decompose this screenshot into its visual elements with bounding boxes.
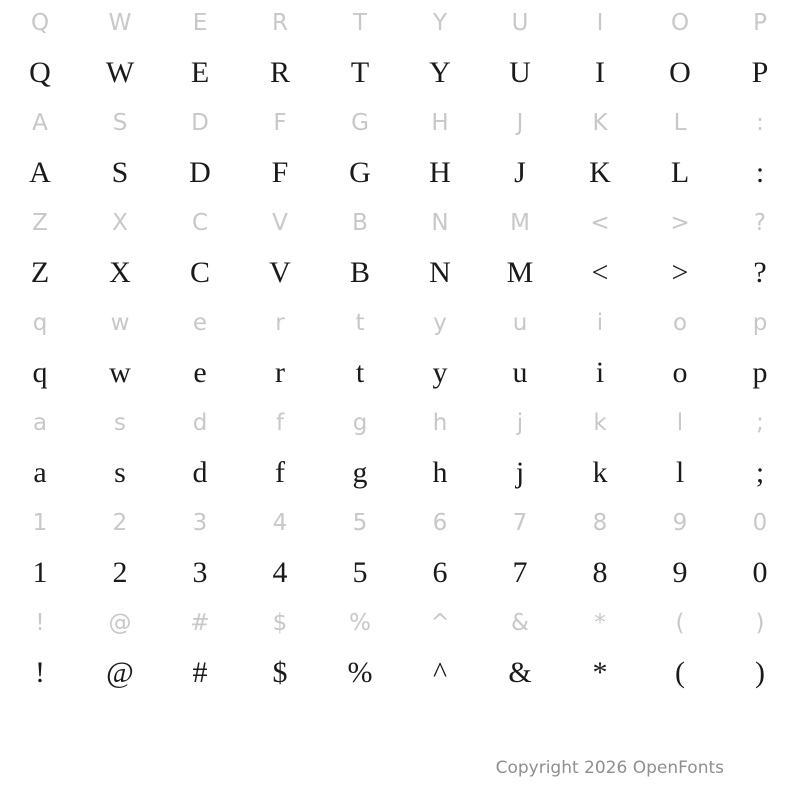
- glyph-sample: :: [755, 156, 765, 189]
- specimen-row-pair-4: [0, 300, 800, 400]
- key-label: 3: [192, 509, 208, 536]
- specimen-row-pair-7: [0, 600, 800, 700]
- glyph-row-2: [0, 146, 800, 200]
- key-label: W: [108, 9, 132, 36]
- glyph-sample: I: [595, 56, 605, 89]
- key-label: i: [596, 309, 604, 336]
- key-label: t: [355, 309, 365, 336]
- glyph-sample: Y: [429, 56, 451, 89]
- glyph-sample: L: [670, 156, 690, 189]
- glyph-sample: k: [592, 456, 608, 489]
- specimen-row-pair-5: [0, 400, 800, 500]
- key-label: *: [594, 609, 606, 636]
- key-label: O: [670, 9, 690, 36]
- glyph-sample: <: [591, 256, 609, 289]
- glyph-sample: X: [109, 256, 131, 289]
- key-label: q: [32, 309, 48, 336]
- key-label: ;: [756, 409, 764, 436]
- glyph-sample: s: [114, 456, 126, 489]
- glyph-sample: j: [515, 456, 525, 489]
- glyph-sample: 3: [192, 556, 208, 589]
- glyph-sample: *: [592, 656, 608, 689]
- specimen-row-pair-6: [0, 500, 800, 600]
- glyph-sample: A: [29, 156, 51, 189]
- key-label: B: [352, 209, 368, 236]
- key-label: :: [756, 109, 764, 136]
- glyph-sample: P: [751, 56, 769, 89]
- glyph-sample: (: [675, 656, 685, 689]
- key-row-6: [0, 500, 800, 546]
- key-label: a: [32, 409, 48, 436]
- glyph-sample: p: [752, 356, 768, 389]
- key-label: 6: [432, 509, 448, 536]
- glyph-sample: i: [595, 356, 605, 389]
- glyph-sample: h: [432, 456, 448, 489]
- glyph-sample: q: [32, 356, 48, 389]
- glyph-sample: g: [352, 456, 368, 489]
- key-row-4: [0, 300, 800, 346]
- key-label: d: [192, 409, 208, 436]
- glyph-sample: R: [269, 56, 290, 89]
- key-label: F: [273, 109, 287, 136]
- key-label: 5: [352, 509, 368, 536]
- specimen-row-pair-2: [0, 100, 800, 200]
- glyph-row-3: [0, 246, 800, 300]
- glyph-sample: 8: [592, 556, 608, 589]
- glyph-sample: ^: [432, 656, 448, 689]
- glyph-sample: l: [675, 456, 685, 489]
- glyph-sample: e: [193, 356, 207, 389]
- glyph-sample: Q: [29, 56, 51, 89]
- glyph-sample: 4: [272, 556, 288, 589]
- glyph-sample: J: [514, 156, 526, 189]
- key-label: u: [512, 309, 528, 336]
- glyph-sample: a: [33, 456, 47, 489]
- glyph-sample: D: [189, 156, 211, 189]
- key-label: K: [592, 109, 608, 136]
- key-label: P: [753, 9, 767, 36]
- key-label: 2: [112, 509, 128, 536]
- key-label: I: [596, 9, 604, 36]
- glyph-sample: !: [35, 656, 45, 689]
- key-label: H: [431, 109, 449, 136]
- glyph-sample: O: [669, 56, 691, 89]
- key-label: (: [675, 609, 685, 636]
- glyph-sample: Z: [30, 256, 50, 289]
- key-row-7: [0, 600, 800, 646]
- key-label: U: [511, 9, 529, 36]
- key-label: !: [35, 609, 45, 636]
- key-label: $: [272, 609, 288, 636]
- key-label: M: [510, 209, 530, 236]
- glyph-sample: ): [755, 656, 765, 689]
- glyph-row-6: [0, 546, 800, 600]
- glyph-sample: #: [192, 656, 208, 689]
- key-label: l: [676, 409, 684, 436]
- key-label: f: [275, 409, 285, 436]
- glyph-sample: $: [272, 656, 288, 689]
- key-label: h: [432, 409, 448, 436]
- glyph-row-7: [0, 646, 800, 700]
- glyph-sample: K: [589, 156, 611, 189]
- specimen-row-pair-1: [0, 0, 800, 100]
- glyph-sample: y: [432, 356, 448, 389]
- glyph-sample: %: [347, 656, 373, 689]
- glyph-sample: W: [105, 56, 135, 89]
- glyph-sample: 6: [432, 556, 448, 589]
- glyph-sample: F: [271, 156, 289, 189]
- glyph-sample: d: [192, 456, 208, 489]
- key-label: s: [114, 409, 126, 436]
- glyph-sample: 9: [672, 556, 688, 589]
- glyph-sample: C: [189, 256, 210, 289]
- glyph-sample: >: [671, 256, 689, 289]
- glyph-sample: 7: [512, 556, 528, 589]
- key-label: S: [112, 109, 128, 136]
- key-row-5: [0, 400, 800, 446]
- key-label: o: [672, 309, 688, 336]
- glyph-sample: ?: [753, 256, 767, 289]
- glyph-sample: B: [349, 256, 370, 289]
- key-label: @: [108, 609, 132, 636]
- key-label: Z: [32, 209, 48, 236]
- glyph-sample: S: [111, 156, 129, 189]
- key-label: E: [192, 9, 208, 36]
- glyph-sample: U: [509, 56, 531, 89]
- glyph-row-1: [0, 46, 800, 100]
- key-label: p: [752, 309, 768, 336]
- key-label: A: [32, 109, 48, 136]
- key-row-2: [0, 100, 800, 146]
- glyph-sample: M: [506, 256, 534, 289]
- glyph-sample: 0: [752, 556, 768, 589]
- glyph-sample: &: [508, 656, 532, 689]
- key-label: %: [349, 609, 371, 636]
- key-label: L: [673, 109, 687, 136]
- key-label: g: [352, 409, 368, 436]
- copyright-notice: Copyright 2026 OpenFonts: [495, 758, 724, 778]
- key-label: 7: [512, 509, 528, 536]
- glyph-row-4: [0, 346, 800, 400]
- key-row-3: [0, 200, 800, 246]
- key-label: X: [112, 209, 128, 236]
- key-label: k: [593, 409, 607, 436]
- key-label: 8: [592, 509, 608, 536]
- glyph-sample: 1: [32, 556, 48, 589]
- key-label: 4: [272, 509, 288, 536]
- glyph-sample: o: [672, 356, 688, 389]
- key-label: Q: [30, 9, 50, 36]
- glyph-sample: t: [355, 356, 365, 389]
- key-label: Y: [432, 9, 448, 36]
- key-label: #: [190, 609, 210, 636]
- key-label: >: [670, 209, 690, 236]
- glyph-sample: r: [275, 356, 285, 389]
- glyph-row-5: [0, 446, 800, 500]
- key-label: G: [351, 109, 369, 136]
- key-label: 0: [752, 509, 768, 536]
- key-label: <: [590, 209, 610, 236]
- key-label: w: [110, 309, 130, 336]
- key-label: R: [272, 9, 288, 36]
- glyph-sample: N: [429, 256, 451, 289]
- key-label: ?: [753, 209, 767, 236]
- key-label: D: [191, 109, 209, 136]
- key-label: ): [755, 609, 765, 636]
- key-label: ^: [430, 609, 450, 636]
- key-label: e: [192, 309, 208, 336]
- glyph-sample: w: [109, 356, 131, 389]
- glyph-sample: f: [275, 456, 285, 489]
- glyph-sample: @: [106, 656, 134, 689]
- glyph-sample: E: [190, 56, 210, 89]
- key-label: N: [431, 209, 449, 236]
- key-label: r: [275, 309, 285, 336]
- key-label: &: [511, 609, 529, 636]
- glyph-sample: 2: [112, 556, 128, 589]
- key-row-1: [0, 0, 800, 46]
- glyph-sample: ;: [755, 456, 765, 489]
- key-label: j: [516, 409, 524, 436]
- key-label: 1: [32, 509, 48, 536]
- specimen-row-pair-3: [0, 200, 800, 300]
- key-label: y: [433, 309, 447, 336]
- glyph-sample: G: [349, 156, 371, 189]
- glyph-sample: V: [269, 256, 291, 289]
- key-label: J: [516, 109, 524, 136]
- glyph-sample: 5: [352, 556, 368, 589]
- glyph-sample: T: [350, 56, 370, 89]
- key-label: 9: [672, 509, 688, 536]
- glyph-sample: H: [429, 156, 451, 189]
- key-label: V: [272, 209, 288, 236]
- key-label: C: [191, 209, 209, 236]
- key-label: T: [352, 9, 368, 36]
- glyph-sample: u: [512, 356, 528, 389]
